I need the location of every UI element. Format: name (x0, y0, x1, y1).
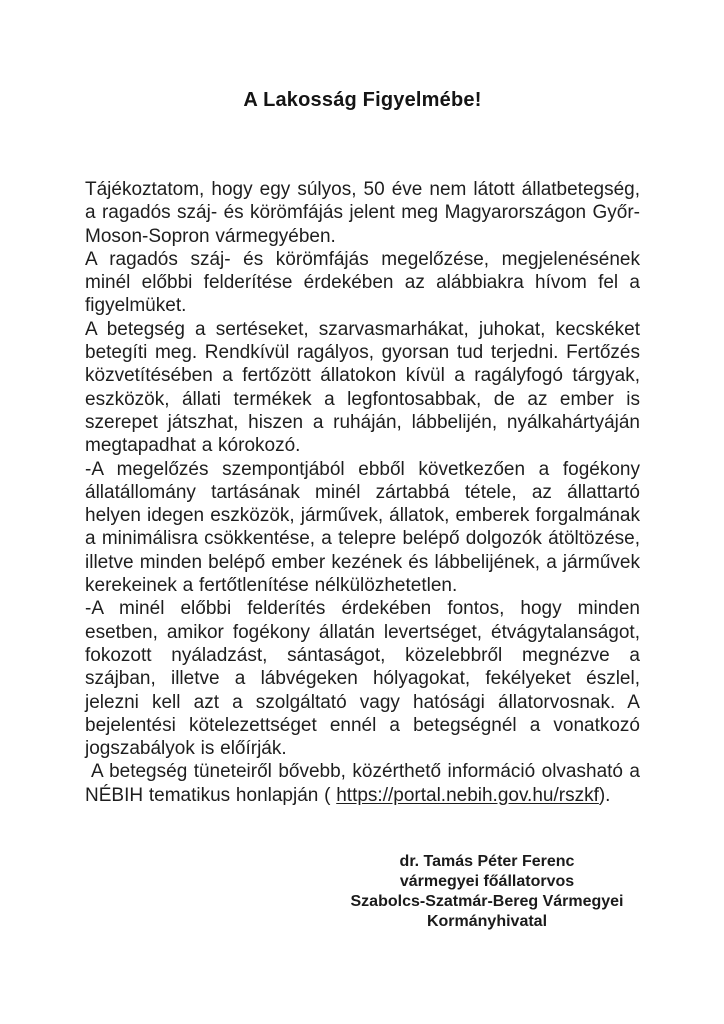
signatory-role: vármegyei főállatorvos (399, 873, 575, 891)
paragraph-closing (85, 760, 640, 807)
signatory-name: dr. Tamás Péter Ferenc (399, 853, 575, 871)
closing-text-before: A betegség tüneteiről bővebb, közérthető információ olvasható a NÉBIH tematikus honlapján ( (85, 761, 640, 806)
nebih-link[interactable]: https://portal.nebih.gov.hu/rszkf (336, 784, 599, 806)
closing-text-after: ). (598, 784, 611, 806)
paragraph-detection-reporting: -A minél előbbi felderítés érdekében fontos, hogy minden esetben, amikor fogékony állatán levertséget, étvágytalanságot, fokozott nyáladzást, sántaságot, közelebbről megnézve a szájban, illetve a lábvégeken hólyagokat, fekélyeket észlel, jelezni kell azt a szolgáltató vagy hatósági állatorvosnak. A bejelentési kötelezettséget ennél a betegségnél a vonatkozó jogszabályok is előírják. (85, 598, 640, 760)
paragraph-disease-description: A betegség a sertéseket, szarvasmarhákat, juhokat, kecskéket betegíti meg. Rendkívül ragályos, gyorsan tud terjedni. Fertőzés közvetítésében a fertőzött állatokon kívül a ragályfogó tárgyak, eszközök, állati termékek a legfontosabbak, de az ember is szerepet játszhat, hiszen a ruháján, lábbelijén, nyálkahártyáján megtapadhat a kórokozó. (85, 318, 640, 457)
signatory-organization: Szabolcs-Szatmár-Bereg Vármegyei (350, 893, 624, 911)
paragraph-prevention-intro: A ragadós száj- és körömfájás megelőzése, megjelenésének minél előbbi felderítése érdekében az alábbiakra hívom fel a figyelmüket. (85, 248, 640, 317)
body-text (85, 178, 640, 807)
paragraph-intro: Tájékoztatom, hogy egy súlyos, 50 éve nem látott állatbetegség, a ragadós száj- és körömfájás jelent meg Magyarországon Győr-Moson-Sopron vármegyében. (85, 179, 640, 247)
paragraph-prevention-measures: -A megelőzés szempontjából ebből következően a fogékony állatállomány tartásának minél zártabbá tétele, az állattartó helyen idegen eszközök, járművek, állatok, emberek forgalmának a minimálisra csökkentése, a telepre belépő dolgozók átöltözése, illetve minden belépő ember kezének és lábbelijének, a járművek kerekeinek a fertőtlenítése nélkülözhetetlen. (85, 458, 640, 597)
signatory-organization-line2: Kormányhivatal (426, 913, 548, 931)
signature-block (332, 852, 642, 932)
page-title: A Lakosság Figyelmébe! (243, 89, 482, 111)
